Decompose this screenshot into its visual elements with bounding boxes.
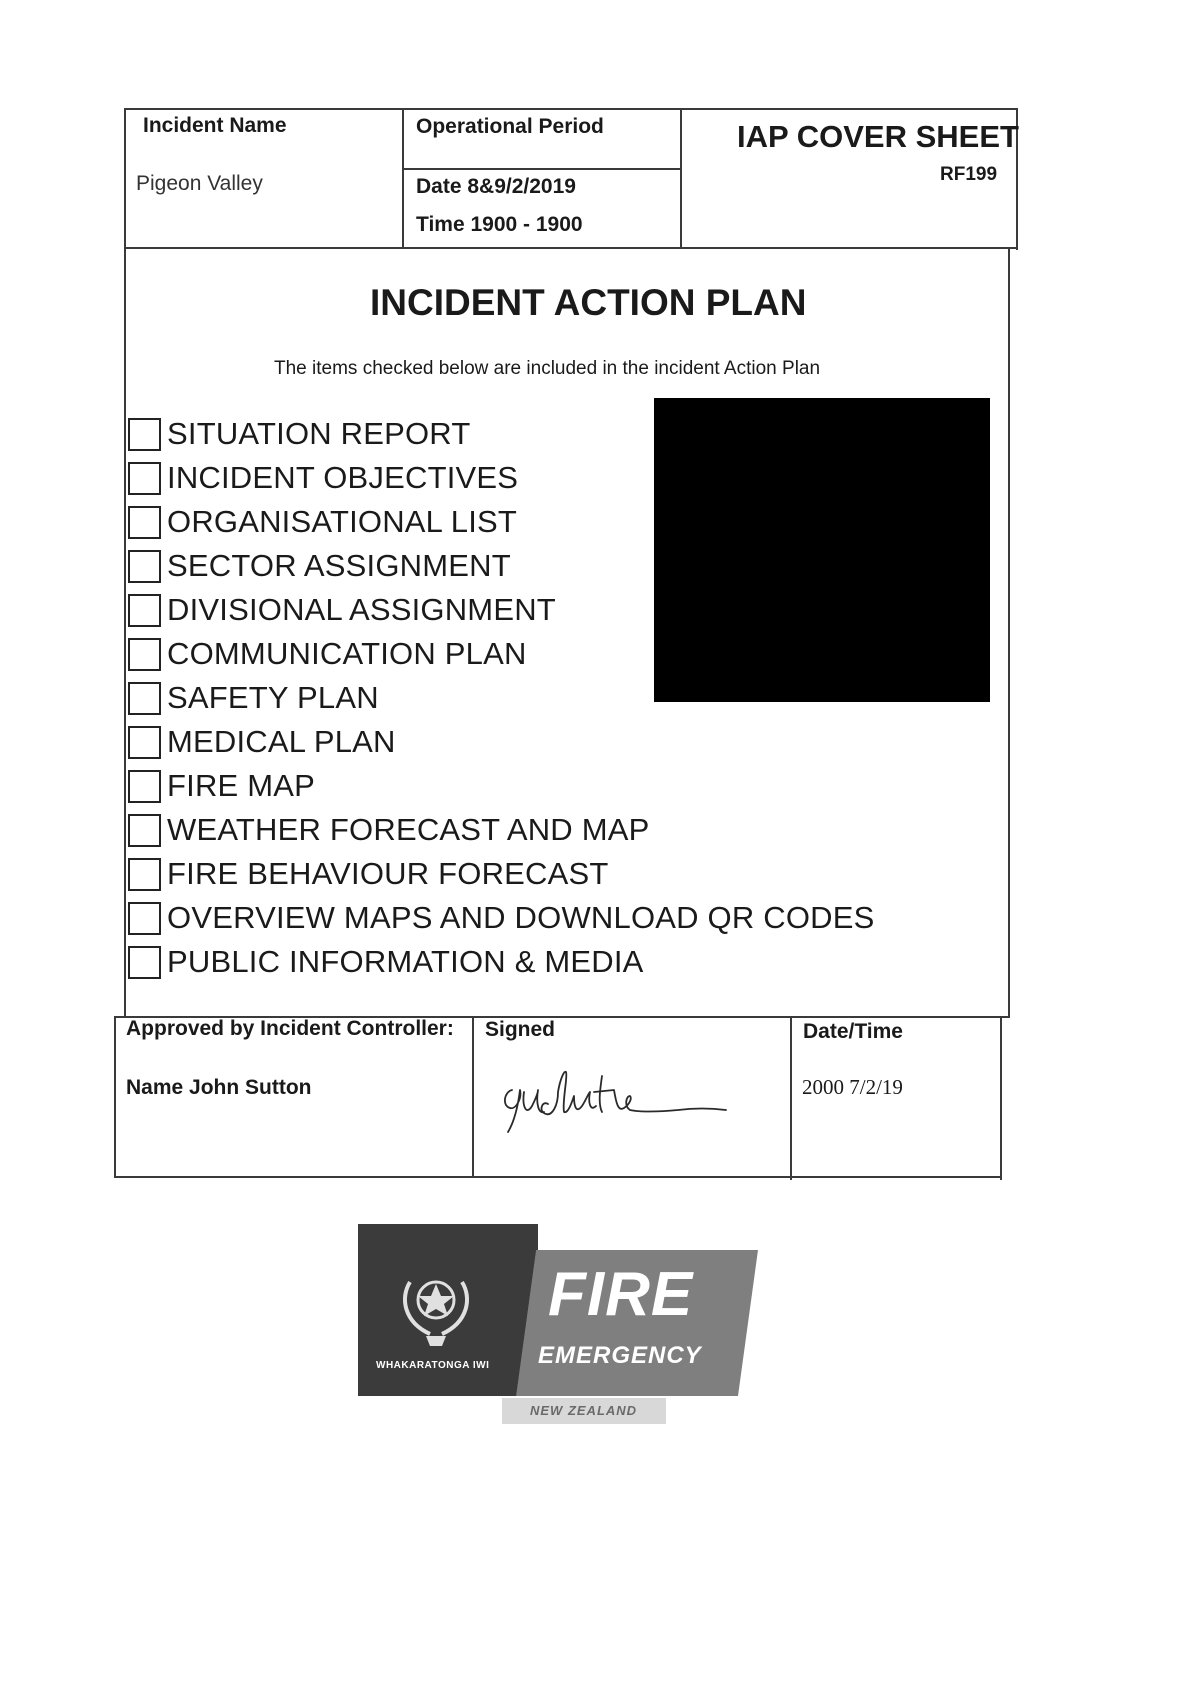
checklist-item[interactable] bbox=[128, 679, 379, 717]
approval-divider-1 bbox=[472, 1016, 474, 1178]
checklist-item-label: FIRE BEHAVIOUR FORECAST bbox=[167, 856, 609, 891]
checkbox[interactable] bbox=[128, 726, 161, 759]
checklist-item-label: ORGANISATIONAL LIST bbox=[167, 504, 518, 539]
approval-left-border bbox=[114, 1016, 116, 1178]
checklist-item[interactable] bbox=[128, 855, 609, 893]
checklist-item[interactable] bbox=[128, 591, 556, 629]
checkbox[interactable] bbox=[128, 638, 161, 671]
checklist-item-label: SAFETY PLAN bbox=[167, 680, 379, 715]
header-top-border bbox=[124, 108, 1018, 110]
signed-label: Signed bbox=[485, 1018, 556, 1041]
checkbox[interactable] bbox=[128, 902, 161, 935]
approval-divider-2 bbox=[790, 1016, 792, 1180]
checklist-item[interactable] bbox=[128, 811, 650, 849]
checkbox[interactable] bbox=[128, 946, 161, 979]
checkbox[interactable] bbox=[128, 682, 161, 715]
header-divider-2 bbox=[680, 108, 682, 248]
form-code: RF199 bbox=[940, 164, 998, 185]
checklist-item-label: SECTOR ASSIGNMENT bbox=[167, 548, 511, 583]
sheet-title: IAP COVER SHEET bbox=[737, 119, 1019, 154]
incident-name-value: Pigeon Valley bbox=[136, 172, 263, 195]
time-label: Time 1900 - 1900 bbox=[416, 213, 583, 236]
checklist-item-label: MEDICAL PLAN bbox=[167, 724, 396, 759]
header-left-border bbox=[124, 108, 126, 250]
checklist-item-label: SITUATION REPORT bbox=[167, 416, 471, 451]
checklist-item[interactable] bbox=[128, 767, 315, 805]
header-period-divider bbox=[402, 168, 682, 170]
checklist-item[interactable] bbox=[128, 415, 470, 453]
checklist-item[interactable] bbox=[128, 943, 644, 981]
checkbox[interactable] bbox=[128, 594, 161, 627]
checkbox[interactable] bbox=[128, 858, 161, 891]
header-bottom-border bbox=[124, 247, 1018, 249]
checklist-item[interactable] bbox=[128, 899, 874, 937]
checklist-item[interactable] bbox=[128, 459, 518, 497]
checkbox[interactable] bbox=[128, 462, 161, 495]
checkbox[interactable] bbox=[128, 770, 161, 803]
plan-subtitle: The items checked below are included in the incident Action Plan bbox=[274, 358, 821, 379]
datetime-label: Date/Time bbox=[803, 1020, 903, 1043]
logo-nz-text: NEW ZEALAND bbox=[530, 1403, 638, 1418]
checklist-item[interactable] bbox=[128, 635, 527, 673]
operational-period-label: Operational Period bbox=[416, 115, 604, 138]
checklist-item-label: COMMUNICATION PLAN bbox=[167, 636, 527, 671]
approval-right-border bbox=[1000, 1016, 1002, 1180]
checklist-item-label: DIVISIONAL ASSIGNMENT bbox=[167, 592, 556, 627]
checklist-item[interactable] bbox=[128, 547, 511, 585]
signature-image bbox=[498, 1062, 738, 1142]
checklist-item[interactable] bbox=[128, 723, 396, 761]
redacted-block bbox=[654, 398, 990, 702]
header-divider-1 bbox=[402, 108, 404, 248]
checklist-item-label: WEATHER FORECAST AND MAP bbox=[167, 812, 650, 847]
approved-by-label: Approved by Incident Controller: bbox=[126, 1017, 454, 1040]
checklist-item-label: OVERVIEW MAPS AND DOWNLOAD QR CODES bbox=[167, 900, 875, 935]
plan-right-border bbox=[1008, 248, 1010, 1018]
emblem-icon bbox=[386, 1262, 486, 1352]
checkbox[interactable] bbox=[128, 814, 161, 847]
logo-fire-text: FIRE bbox=[548, 1260, 694, 1329]
checklist-item-label: PUBLIC INFORMATION & MEDIA bbox=[167, 944, 644, 979]
controller-name: Name John Sutton bbox=[126, 1076, 312, 1099]
checkbox[interactable] bbox=[128, 550, 161, 583]
logo-emergency-text: EMERGENCY bbox=[538, 1342, 702, 1369]
date-label: Date 8&9/2/2019 bbox=[416, 175, 576, 198]
checklist-item[interactable] bbox=[128, 503, 517, 541]
plan-left-border bbox=[124, 248, 126, 1018]
incident-name-label: Incident Name bbox=[143, 114, 287, 137]
checkbox[interactable] bbox=[128, 418, 161, 451]
checkbox[interactable] bbox=[128, 506, 161, 539]
checklist-item-label: FIRE MAP bbox=[167, 768, 316, 803]
datetime-value: 2000 7/2/19 bbox=[802, 1075, 903, 1099]
logo-iwi-text: WHAKARATONGA IWI bbox=[376, 1360, 490, 1371]
approval-bottom-border bbox=[114, 1176, 1002, 1178]
plan-title: INCIDENT ACTION PLAN bbox=[370, 282, 807, 323]
checklist-item-label: INCIDENT OBJECTIVES bbox=[167, 460, 519, 495]
